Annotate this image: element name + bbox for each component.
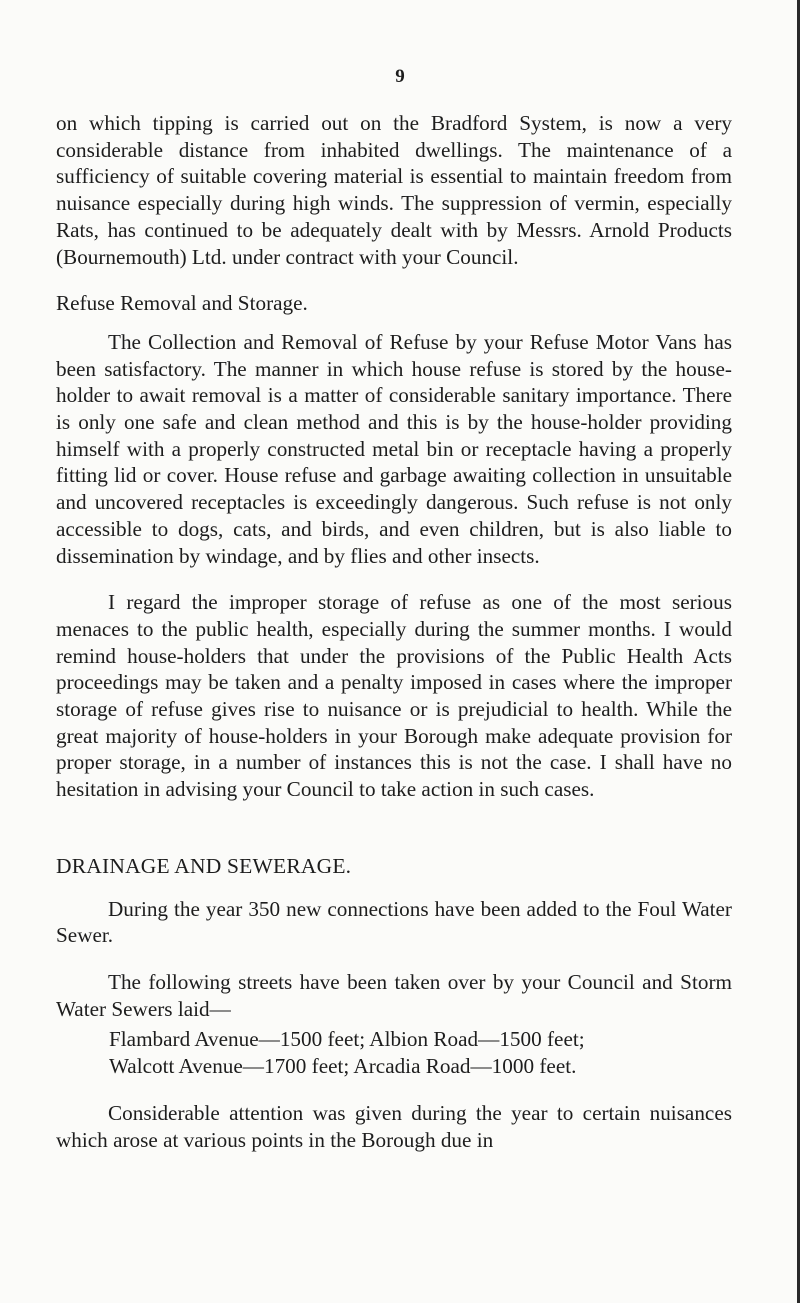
streets-line: Walcott Avenue—1700 feet; Arcadia Road—1000 feet. bbox=[109, 1054, 577, 1079]
streets-line: Flambard Avenue—1500 feet; Albion Road—1500 feet; bbox=[109, 1027, 585, 1052]
drainage-heading: DRAINAGE AND SEWERAGE. bbox=[56, 853, 352, 878]
refuse-paragraph-2: I regard the improper storage of refuse as one of the most serious menaces to the public health, especially during the summer months. I would remind house-holders that under the provisions of the Public Health Acts proceedings may be taken and a penalty imposed in cases where the improper storage of refuse gives rise to nuisance or is prejudicial to health. While the great majority of house-holders in your Borough make adequate provision for proper storage, in a number of instances this is not the case. I shall have no hesitation in advising your Council to take action in such cases. bbox=[56, 590, 732, 802]
drainage-paragraph-2: The following streets have been taken over by your Council and Storm Water Sewers laid— bbox=[56, 969, 732, 1021]
streets-list bbox=[56, 1026, 732, 1079]
refuse-paragraph-1: The Collection and Removal of Refuse by your Refuse Motor Vans has been satisfactory. The manner in which house refuse is stored by the house-holder to await removal is a matter of considerable sanitary importance. There is only one safe and clean method and this is by the house-holder providing himself with a properly constructed metal bin or receptacle having a properly fitting lid or cover. House refuse and garbage awaiting collection in unsuitable and uncovered receptacles is exceedingly dangerous. Such refuse is not only accessible to dogs, cats, and birds, and even children, but is also liable to dissemination by windage, and by flies and other insects. bbox=[56, 329, 732, 568]
drainage-paragraph-3: Considerable attention was given during the year to certain nuisances which arose at various points in the Borough due in bbox=[56, 1100, 732, 1152]
page-body bbox=[56, 110, 732, 1153]
page-number: 9 bbox=[395, 66, 405, 87]
intro-paragraph: on which tipping is carried out on the Bradford System, is now a very considerable distance from inhabited dwellings. The maintenance of a sufficiency of suitable covering material is essential to maintain freedom from nuisance especially during high winds. The suppression of vermin, especially Rats, has continued to be adequately dealt with by Messrs. Arnold Products (Bournemouth) Ltd. under contract with your Council. bbox=[56, 111, 732, 269]
refuse-heading: Refuse Removal and Storage. bbox=[56, 291, 308, 316]
drainage-paragraph-1: During the year 350 new connections have been added to the Foul Water Sewer. bbox=[56, 896, 732, 948]
